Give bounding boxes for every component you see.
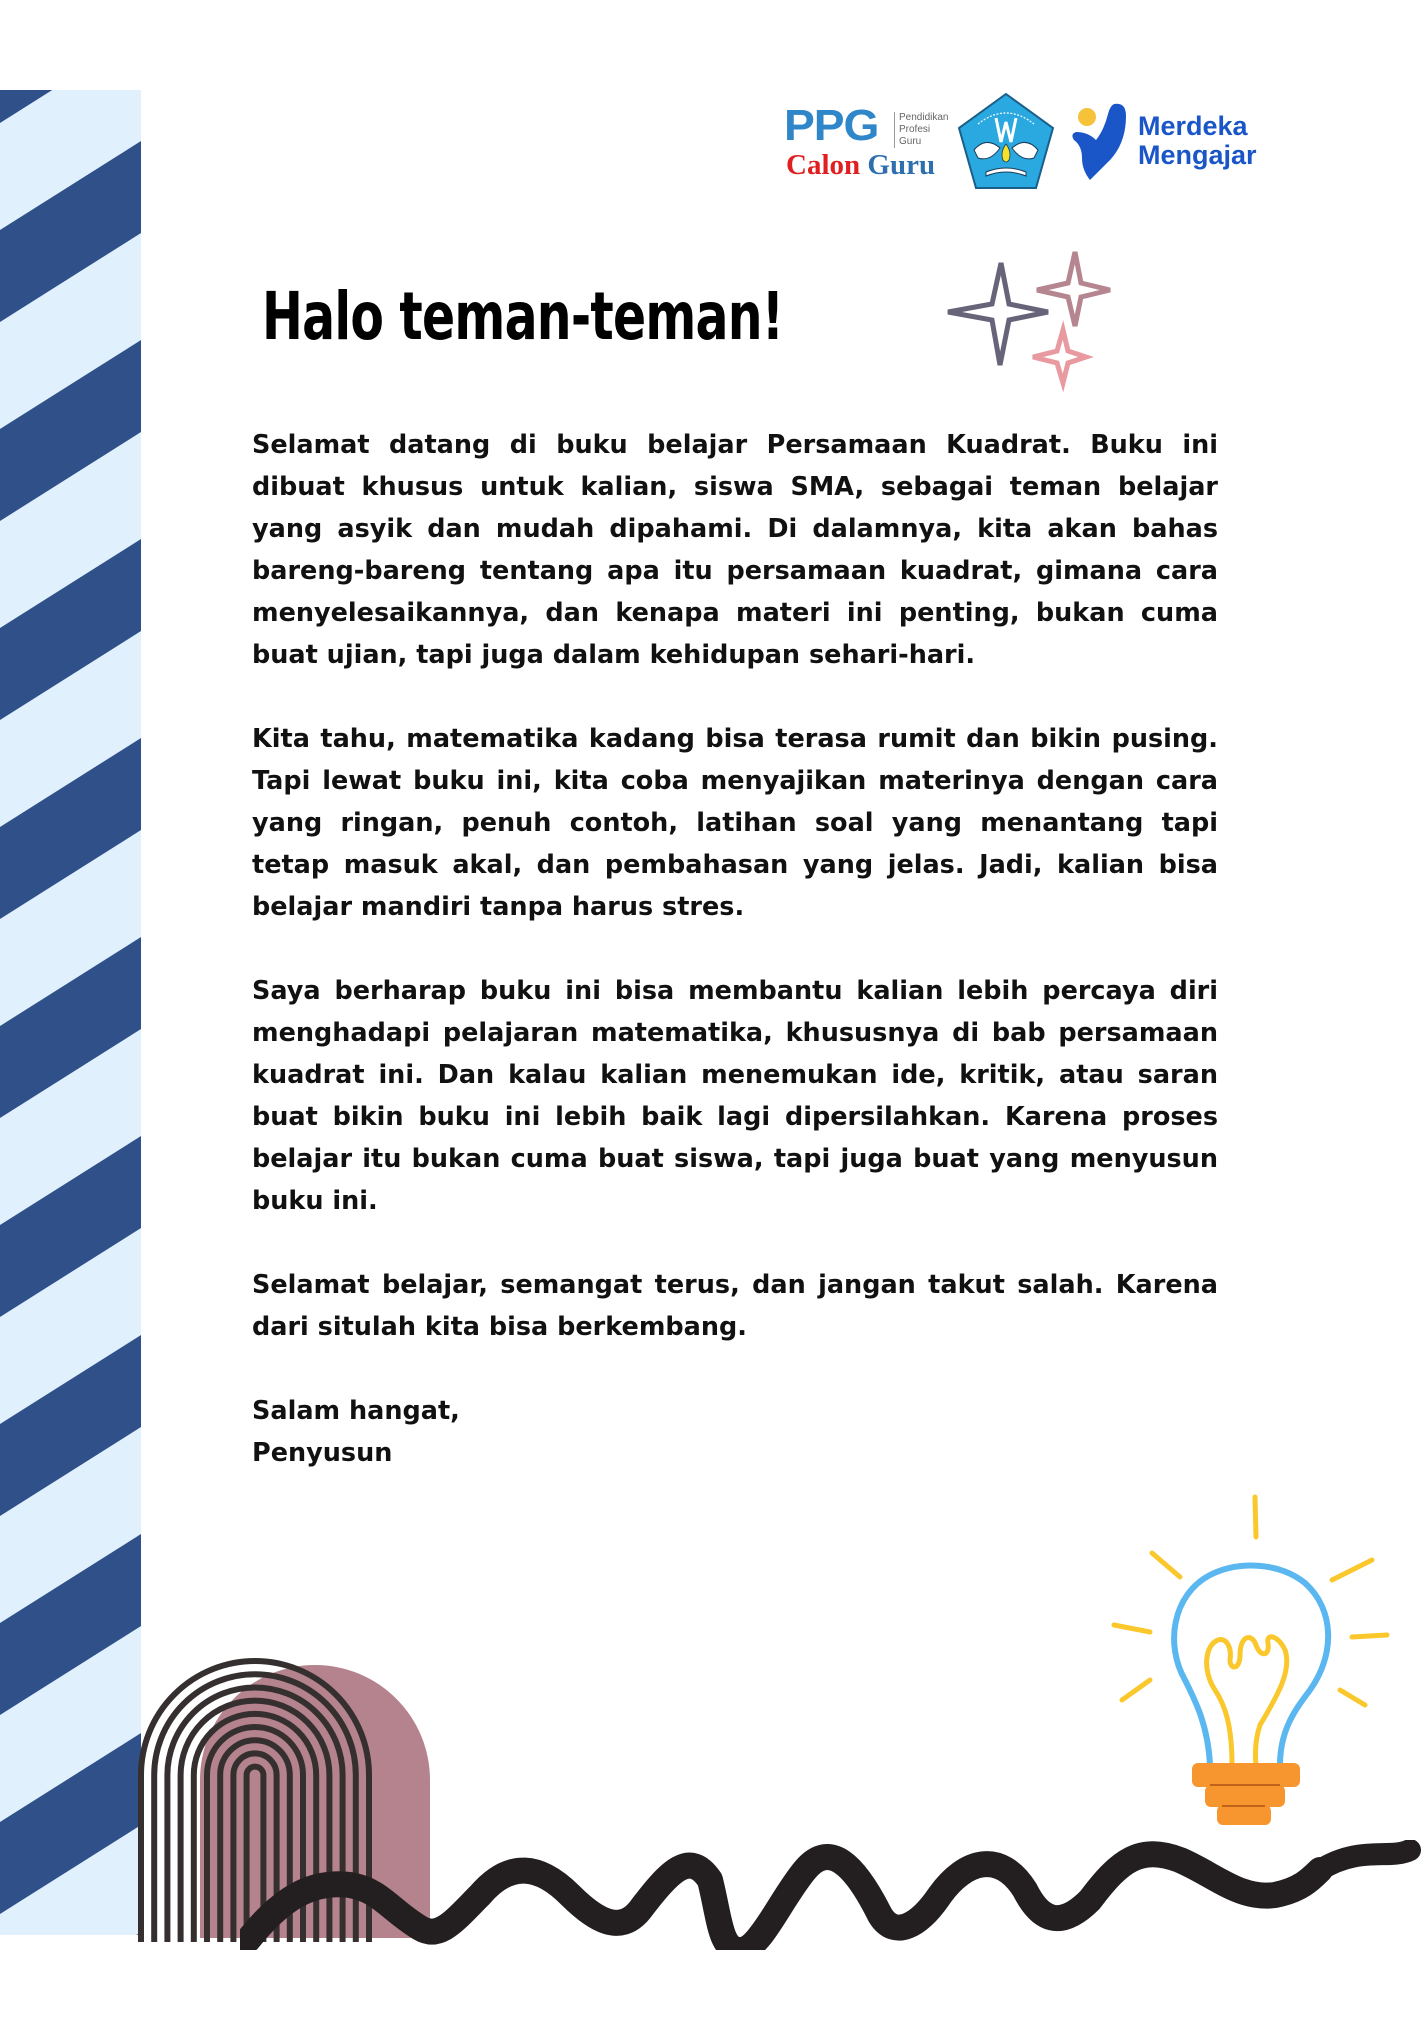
sparkle-medium-icon xyxy=(1037,252,1110,326)
light-rays xyxy=(1114,1497,1387,1705)
sparkle-small-icon xyxy=(1033,330,1086,383)
page-title: Halo teman-teman! xyxy=(262,278,784,355)
merdeka-mengajar-wordmark xyxy=(1138,112,1257,170)
signature: Penyusun xyxy=(252,1438,393,1468)
merdeka-word: Merdeka xyxy=(1138,111,1248,141)
paragraph-hope: Saya berharap buku ini bisa membantu kalian lebih percaya diri menghadapi pelajaran matematika, khususnya di bab persamaan kuadrat ini. Dan kalau kalian menemukan ide, kritik, atau saran buat bikin buku ini lebih baik lagi dipersilahkan. Karena proses belajar itu bukan cuma buat siswa, tapi juga buat yang menyusun buku ini. xyxy=(252,976,1218,1216)
calon-word: Calon xyxy=(786,149,861,181)
ppg-subtitle-line: Pendidikan xyxy=(899,112,949,123)
sparkles-decoration xyxy=(940,248,1120,393)
ppg-subtitle-line: Profesi xyxy=(899,124,931,135)
ppg-wordmark: PPG xyxy=(784,101,879,150)
ppg-calon-guru-logo xyxy=(784,101,956,184)
paragraph-approach: Kita tahu, matematika kadang bisa terasa rumit dan bikin pusing. Tapi lewat buku ini, kita coba menyajikan materinya dengan cara yang ringan, penuh contoh, latihan soal yang menantang tapi tetap masuk akal, dan pembahasan yang jelas. Jadi, kalian bisa belajar mandiri tanpa harus stres. xyxy=(252,724,1218,922)
tut-wuri-emblem-icon xyxy=(956,92,1056,192)
guru-word: Guru xyxy=(867,149,936,181)
calon-guru-wordmark xyxy=(786,150,935,180)
paragraph-encouragement: Selamat belajar, semangat terus, dan jangan takut salah. Karena dari situlah kita bisa berkembang. xyxy=(252,1270,1218,1342)
wavy-line-decoration xyxy=(240,1840,1428,1950)
tut-wuri-handayani-logo xyxy=(956,92,1056,192)
ppg-subtitle xyxy=(899,112,948,148)
lightbulb-icon xyxy=(1100,1485,1400,1835)
ppg-divider xyxy=(894,112,895,148)
striped-border-panel xyxy=(0,90,141,1935)
bulb-base xyxy=(1192,1763,1300,1825)
ppg-subtitle-line: Guru xyxy=(899,136,922,147)
sparkle-large-icon xyxy=(948,263,1048,365)
merdeka-mengajar-logo xyxy=(1068,100,1268,182)
closing-greeting: Salam hangat, xyxy=(252,1396,460,1426)
paragraph-welcome: Selamat datang di buku belajar Persamaan Kuadrat. Buku ini dibuat khusus untuk kalian, siswa SMA, sebagai teman belajar yang asyik dan mudah dipahami. Di dalamnya, kita akan bahas bareng-bareng tentang apa itu persamaan kuadrat, gimana cara menyelesaikannya, dan kenapa materi ini penting, bukan cuma buat ujian, tapi juga dalam kehidupan sehari-hari. xyxy=(252,430,1218,670)
merdeka-mengajar-mark-icon xyxy=(1068,100,1132,182)
letter-body xyxy=(252,424,1218,1474)
mengajar-word: Mengajar xyxy=(1138,140,1257,170)
